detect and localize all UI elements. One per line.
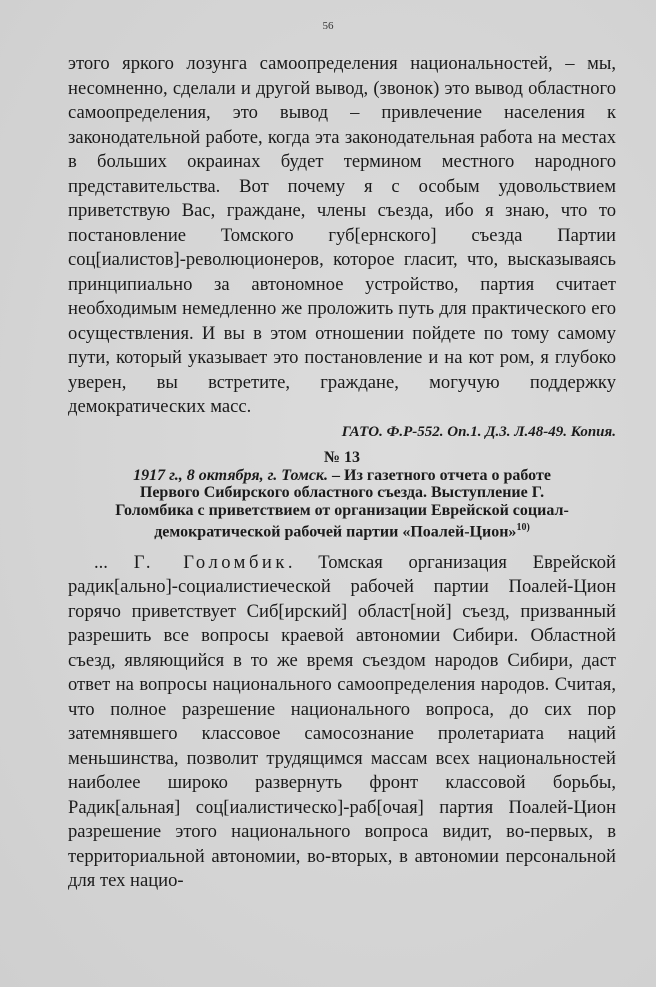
page-number: 56 [322,20,334,32]
paragraph-speech-end: этого яркого лозунга самоопределения национальностей, – мы, несомненно, сделали и другой вывод, (звонок) это вывод областного самоопределения, это вывод – привлечение населения к законодательной работе, когда эта законодательная работа на местах в больших окраинах будет термином местного народного представительства. Вот почему я с особым удовольствием приветствую Вас, граждане, члены съезда, ибо я знаю, что то постановление Томского губ[ернского] съезда Партии соц[иалистов]-революционеров, которое гласит, что, высказываясь принципиально за автономное устройство, партия считает необходимым немедленно же проложить путь для практического его осуществления. И вы в этом отношении пойдете по тому самому пути, который указывает это постановление и на кот ром, я глубоко уверен, вы встретите, граждане, могучую поддержку демократических масс. [68,53,616,417]
footnote-marker: 10) [516,522,530,533]
document-number: № 13 [323,448,361,466]
archive-reference: ГАТО. Ф.Р-552. Оп.1. Д.3. Л.48-49. Копия. [341,423,616,440]
paragraph-greeting [68,551,616,894]
heading-title: – Из газетного отчета о работе Первого Сибирского областного съезда. Выступление Г. Голомбика с приветствием от организации Еврейской социал-демократической рабочей партии «Поалей-Цион» [115,466,569,541]
paragraph-greeting-text: . Томская организация Еврейской радик[ально]-социалистиеческой рабочей партии Поалей-Цион горячо приветствует Сиб[ирский] област[ной] съезд, призванный разрешить все вопросы краевой автономии Сибири. Областной съезд, являющийся в то же время съездом народов Сибири, даст ответ на вопросы национального самоопределения народов. Считая, что полное разрешение национального вопроса, до сих пор затемнявшего классовое самосознание пролетариата наций меньшинства, позволит трудящимся массам всех национальностей наиболее широко развернуть фронт классовой борьбы, Радик[альная] соц[иалистическо]-раб[очая] партия Поалей-Цион разрешение этого национального вопроса видит, во-первых, в территориальной автономии, во-вторых, в автономии персональной для тех нацио- [68,551,616,892]
speaker-lead: ... [94,551,134,573]
heading-date-place: 1917 г., 8 октября, г. Томск. [133,466,329,484]
speaker-name: Г. Голомбик [133,551,288,573]
document-heading [107,467,577,541]
page-content [68,52,616,894]
